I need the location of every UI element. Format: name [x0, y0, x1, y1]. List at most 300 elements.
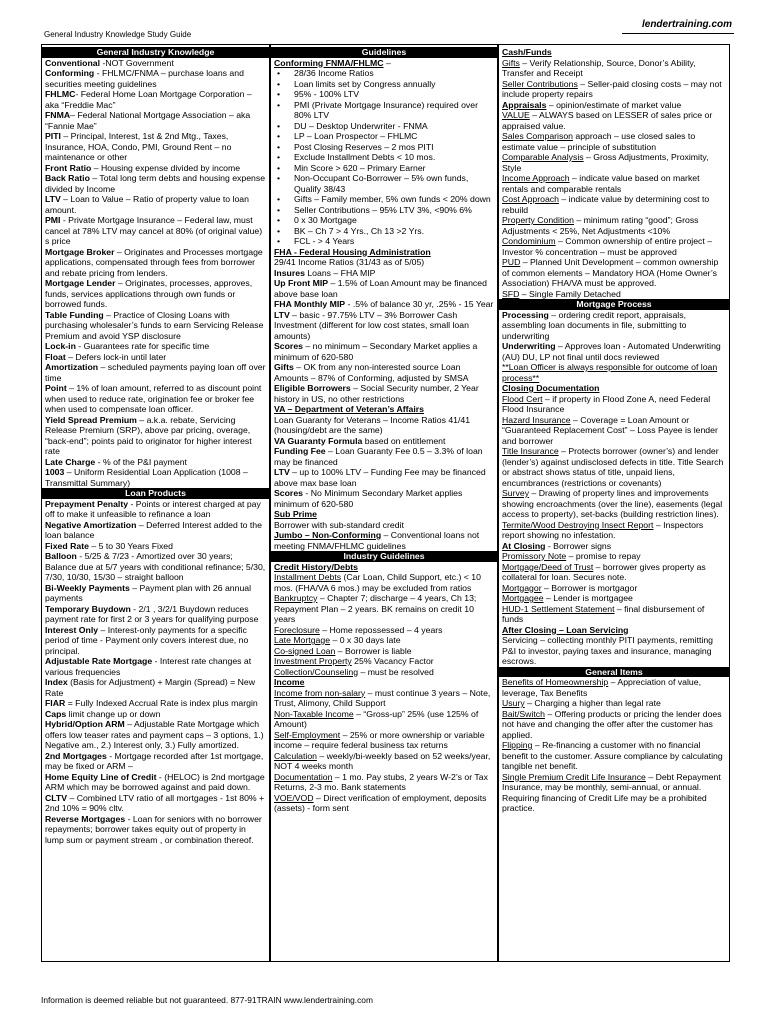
entry-term: Condominium — [502, 236, 556, 246]
entry-term: Conforming — [45, 68, 95, 78]
va-list — [274, 415, 494, 510]
entry-term: Bankruptcy — [274, 593, 318, 603]
entry-item — [45, 247, 266, 279]
entry-term: Fixed Rate — [45, 540, 89, 551]
entry-text: – Payment plan with 26 annual payments — [45, 582, 252, 603]
entry-text: based on entitlement — [362, 435, 446, 446]
entry-term: Comparable Analysis — [502, 152, 584, 162]
entry-text: - Guarantees rate for specific time — [75, 341, 210, 351]
entry-item — [45, 68, 266, 89]
entry-text: – OK from any non-interested source Loan Amounts – 87% of Conforming, adjusted by SMSA — [274, 362, 469, 383]
cash-funds-heading: Cash/Funds — [502, 47, 552, 57]
entry-item — [45, 520, 266, 541]
section-header-general-knowledge: General Industry Knowledge — [42, 47, 269, 58]
entry-term: Eligible Borrowers — [274, 383, 351, 393]
entry-term: Underwriting — [502, 341, 556, 351]
entry-text: – Total long term debts and housing expense divided by Income — [45, 173, 266, 194]
general-terms-list — [45, 58, 266, 489]
entry-text: Loan Guaranty for Veterans – Income Ratios 41/41 (housing/debt are the same) — [274, 414, 471, 435]
entry-text: – must be resolved — [358, 666, 434, 677]
entry-text: – 0 x 30 days late — [330, 635, 401, 645]
entry-item — [502, 257, 726, 289]
entry-term: Flipping — [502, 740, 533, 750]
section-header-industry-guidelines: Industry Guidelines — [271, 551, 497, 562]
entry-text: - No Minimum Secondary Market applies minimum of 620-580 — [274, 488, 463, 509]
entry-item — [502, 593, 726, 604]
entry-item — [502, 488, 726, 520]
entry-text: – Appreciation of value, leverage, Tax Benefits — [502, 677, 701, 698]
entry-text: – Defers lock-in until later — [65, 351, 167, 362]
entry-text: – Seller-paid closing costs – may not include property repairs — [502, 78, 722, 99]
entry-item — [502, 740, 726, 772]
entry-item — [45, 310, 266, 342]
entry-text: - Private Mortgage Insurance – Federal law, must cancel at 78% LTV may cancel at 80% (of original value) s price — [45, 215, 263, 246]
entry-term: SFD — [502, 288, 520, 299]
entry-text: – weekly/bi-weekly based on 52 weeks/year, NOT 4 weeks month — [274, 750, 491, 771]
entry-item — [45, 772, 266, 793]
entry-item — [502, 394, 726, 415]
entry-text: – no minimum – Secondary Market applies a minimum of 620-580 — [274, 341, 478, 362]
entry-term: Gifts — [274, 362, 294, 372]
entry-term: Co-signed Loan — [274, 645, 336, 656]
entry-term: Non-Taxable Income — [274, 708, 354, 719]
entry-term: Cost Approach — [502, 194, 559, 204]
income-heading: Income — [274, 677, 305, 687]
entry-item — [274, 709, 494, 730]
va-heading: VA – Department of Veteran’s Affairs — [274, 404, 424, 414]
entry-term: Float — [45, 351, 66, 362]
entry-term: Scores — [274, 341, 303, 351]
entry-text: approach – use closed sales to estimate value – principle of substitution — [502, 131, 696, 152]
entry-term: Mortgage Broker — [45, 246, 115, 257]
entry-item — [45, 415, 266, 457]
entry-term: Gifts — [502, 57, 520, 68]
entry-text: limit change up or down — [66, 708, 161, 719]
entry-item — [274, 646, 494, 657]
entry-item — [502, 341, 726, 362]
entry-term: FHA Monthly MIP — [274, 299, 346, 309]
entry-text: - % of the P&I payment — [95, 456, 187, 467]
document-title: General Industry Knowledge Study Guide — [44, 30, 192, 39]
column-cash-process — [498, 44, 730, 962]
entry-item — [274, 751, 494, 772]
credit-history-list — [274, 572, 494, 677]
entry-text: – basic - 97.75% LTV – 3% Borrower Cash Investment (different for low cost states, small loan amounts) — [274, 309, 469, 341]
entry-text: – ALWAYS based on LESSER of sales price or appraised value. — [502, 110, 713, 131]
entry-text: – Practice of Closing Loans with purchasing wholesaler’s funds to earn Servicing Release Premium and avoid YSP disclosure — [45, 309, 264, 341]
entry-term: Front Ratio — [45, 162, 92, 173]
entry-term: FNMA — [45, 110, 71, 120]
entry-item — [274, 488, 494, 509]
entry-term: Mortgage Lender — [45, 278, 116, 288]
entry-term: Calculation — [274, 750, 317, 761]
entry-term: Mortgagee — [502, 593, 544, 603]
entry-text: – Interest-only payments for a specific period of time - Payment only covers interest due, no principal. — [45, 624, 249, 656]
entry-term: Survey — [502, 488, 530, 498]
entry-item — [274, 667, 494, 678]
entry-item — [45, 89, 266, 110]
subprime-text: Borrower with sub-standard credit — [274, 519, 404, 530]
entry-item — [45, 163, 266, 174]
bullet-item: • FCL - > 4 Years — [274, 236, 494, 247]
entry-term: Lock-in — [45, 341, 76, 351]
entry-item — [45, 541, 266, 552]
brand-logo: lendertraining.com — [641, 19, 732, 30]
entry-item — [274, 793, 494, 814]
entry-text: – Housing expense divided by income — [91, 162, 241, 173]
entry-term: Conventional — [45, 57, 101, 68]
appraisal-list — [502, 110, 726, 299]
entry-term: Income from non-salary — [274, 687, 366, 698]
entry-term: Mortgagor — [502, 582, 542, 593]
entry-term: Documentation — [274, 771, 333, 782]
entry-term: Amortization — [45, 362, 99, 372]
bullet-item: • 95% - 100% LTV — [274, 89, 494, 100]
entry-item — [274, 278, 494, 299]
bullet-item: • DU – Desktop Underwriter - FNMA — [274, 121, 494, 132]
entry-text: – Common ownership of entire project – Investor % concentration – must be approved — [502, 236, 713, 257]
entry-text: – Home repossessed – 4 years — [319, 624, 443, 635]
entry-term: 2nd Mortgages — [45, 750, 107, 761]
entry-term: VA Guaranty Formula — [274, 435, 363, 446]
entry-item — [45, 173, 266, 194]
entry-item — [45, 814, 266, 846]
entry-item — [502, 131, 726, 152]
entry-term: Title Insurance — [502, 446, 559, 456]
entry-item — [45, 719, 266, 751]
entry-term: Caps — [45, 708, 67, 719]
credit-history-heading: Credit History/Debts — [274, 561, 358, 572]
entry-item — [45, 110, 266, 131]
entry-text: – must continue 3 years – Note, Trust, Alimony, Child Support — [274, 687, 491, 708]
entry-term: FHLMC — [45, 89, 76, 99]
entry-item — [502, 698, 726, 709]
entry-term: Investment Property — [274, 656, 352, 666]
entry-term: Interest Only — [45, 624, 99, 635]
entry-text: – Loan Guaranty Fee 0.5 – 3.3% of loan may be financed — [274, 446, 483, 467]
entry-item — [45, 131, 266, 163]
entry-text: – Adjustable Rate Mortgage which offers low teaser rates and payment caps – 3 options, 1.) Negative am., 2.) Interest only, 3.) Fully amortized. — [45, 719, 264, 750]
entry-text: - 2/1 , 3/2/1 Buydown reduces payment rate for first 2 or 3 years for qualifying purpose — [45, 603, 259, 624]
bullet-item: • BK – Ch 7 > 4 Yrs., Ch 13 >2 Yrs. — [274, 226, 494, 237]
entry-term: Balloon — [45, 551, 77, 561]
entry-term: LTV — [45, 194, 61, 204]
entry-item — [274, 730, 494, 751]
entry-term: Bi-Weekly Payments — [45, 582, 130, 593]
entry-text: – Offering products or pricing the lender does not have and changing the offer after the customer has applied. — [502, 708, 722, 740]
entry-term: Late Charge — [45, 456, 96, 467]
entry-text: -NOT Government — [100, 57, 174, 68]
entry-text: – 25% or more ownership or variable income – require federal business tax returns — [274, 729, 485, 750]
entry-text: – Debt Repayment Insurance, may be monthly, semi-annual, or annual. Requiring financing of Credit Life may be a prohibited practice. — [502, 771, 721, 813]
bullet-item: • Post Closing Reserves – 2 mos PITI — [274, 142, 494, 153]
entry-item — [274, 572, 494, 593]
entry-term: 1003 — [45, 467, 65, 477]
entry-item — [502, 152, 726, 173]
entry-term: Yield Spread Premium — [45, 414, 137, 425]
entry-item — [45, 793, 266, 814]
entry-item — [45, 751, 266, 772]
entry-term: Benefits of Homeownership — [502, 677, 609, 687]
entry-text: – Principal, Interest, 1st & 2nd Mtg., Taxes, Insurance, HOA, Condo, PMI, Ground Rent – no maintenance or other — [45, 131, 232, 162]
entry-text: – 1.5% of Loan Amount may be financed above base loan — [274, 278, 487, 299]
entry-text: – ordering credit report, appraisals, assembling loan documents in file, submitting to underwriting — [502, 309, 687, 341]
entry-item — [274, 635, 494, 646]
entry-term: Index — [45, 677, 68, 687]
entry-item — [274, 362, 494, 383]
entry-item — [45, 278, 266, 310]
entry-text: – Planned Unit Development – common ownership of common elements – Mandatory HOA (Home Owner’s Association) FHA/VA must be approved. — [502, 257, 719, 288]
entry-item — [502, 79, 726, 100]
entry-item — [274, 436, 494, 447]
entry-item — [502, 677, 726, 698]
entry-item — [45, 625, 266, 657]
entry-term: Point — [45, 383, 67, 393]
section-header-guidelines: Guidelines — [271, 47, 497, 58]
entry-item — [45, 656, 266, 677]
entry-text: – Originates and Processes mortgage applications, compensated through fees from borrower and rebate pricing from lenders. — [45, 246, 263, 278]
entry-item — [274, 772, 494, 793]
entry-item — [502, 709, 726, 741]
footer-disclaimer: Information is deemed reliable but not guaranteed. 877-91TRAIN www.lendertraining.com — [41, 995, 373, 1005]
entry-term: Foreclosure — [274, 624, 320, 635]
entry-item — [45, 215, 266, 247]
entry-term: Termite/Wood Destroying Insect Report — [502, 519, 654, 530]
entry-term: Mortgage/Deed of Trust — [502, 561, 594, 572]
entry-text: – indicate value by determining cost to rebuild — [502, 194, 710, 215]
bullet-item: • Gifts – Family member, 5% own funds < 20% down — [274, 194, 494, 205]
bullet-item: • 28/36 Income Ratios — [274, 68, 494, 79]
closing-documentation-list — [502, 394, 726, 541]
entry-term: FIAR — [45, 698, 66, 708]
entry-text: – Loan to Value – Ratio of property value to loan amount. — [45, 194, 249, 215]
entry-text: – 5 to 30 Years Fixed — [88, 540, 173, 551]
bullet-item: • PMI (Private Mortgage Insurance) required over 80% LTV — [274, 100, 494, 121]
entry-item — [45, 709, 266, 720]
entry-item — [45, 194, 266, 215]
entry-text: – Combined LTV ratio of all mortgages - 1st 80% + 2nd 10% = 90% cltv. — [45, 792, 265, 813]
conforming-bullet-list — [274, 68, 494, 247]
entry-item — [274, 467, 494, 488]
bullet-item: • LP – Loan Prospector – FHLMC — [274, 131, 494, 142]
entry-text: – Uniform Residential Loan Application (1008 – Transmittal Summary) — [45, 467, 248, 488]
entry-text: – Single Family Detached — [519, 288, 621, 299]
after-closing-heading: After Closing – Loan Servicing — [502, 624, 629, 635]
entry-item — [502, 562, 726, 583]
section-header-mortgage-process: Mortgage Process — [499, 299, 729, 310]
entry-term: Hybrid/Option ARM — [45, 719, 125, 729]
entry-term: PUD — [502, 257, 521, 267]
entry-text: - Points or interest charged at pay off to make it unfeasible to refinance a loan — [45, 498, 261, 519]
entry-item — [502, 520, 726, 541]
entry-term: Sales Comparison — [502, 131, 573, 141]
entry-item — [274, 268, 494, 279]
entry-item — [274, 625, 494, 636]
entry-term: Prepayment Penalty — [45, 498, 129, 509]
loan-officer-note: **Loan Officer is always responsible for outcome of loan process** — [502, 362, 718, 383]
entry-term: Installment Debts — [274, 572, 342, 582]
entry-text: – Inspectors report showing no infestation. — [502, 519, 704, 540]
entry-text: – indicate value based on market rentals and comparable rentals — [502, 173, 700, 194]
loan-products-list — [45, 499, 266, 846]
entry-item — [45, 677, 266, 698]
entry-item — [502, 583, 726, 594]
entry-term: Home Equity Line of Credit — [45, 771, 157, 782]
cash-funds-list — [502, 58, 726, 100]
entry-term: Reverse Mortgages — [45, 813, 126, 824]
entry-text: – up to 100% LTV – Funding Fee may be financed above max base loan — [274, 467, 486, 488]
entry-term: LTV — [274, 467, 290, 477]
entry-text: – Approves loan - Automated Underwriting (AU) DU, LP not final until docs reviewed — [502, 341, 721, 362]
entry-term: VALUE — [502, 110, 530, 120]
entry-item — [502, 604, 726, 625]
entry-text: – Protects borrower (owner’s) and lender (lender’s) against undisclosed defects in title. Title Search or abstract shows status of title, unpaid liens, encumbrances (restrictions or covenants) — [502, 446, 724, 488]
entry-text: – “Gross-up” 25% (use 125% of Amount) — [274, 708, 479, 729]
entry-text: - Federal Home Loan Mortgage Corporation – aka “Freddie Mac” — [45, 89, 252, 110]
fha-heading: FHA - Federal Housing Administration — [274, 246, 431, 257]
entry-text: = Fully Indexed Accrual Rate is index plus margin — [65, 698, 258, 708]
bullet-item: • Non-Occupant Co-Borrower – 5% own funds, Qualify 38/43 — [274, 173, 494, 194]
entry-term: Up Front MIP — [274, 278, 329, 288]
entry-term: Bait/Switch — [502, 708, 545, 719]
entry-term: Processing — [502, 309, 549, 320]
jumbo-entry: Jumbo – Non-Conforming – Conventional loans not meeting FNMA/FHLMC guidelines — [274, 530, 480, 551]
entry-term: Promissory Note — [502, 551, 567, 561]
bullet-item: • Min Score > 620 – Primary Earner — [274, 163, 494, 174]
entry-item — [45, 383, 266, 415]
general-items-list — [502, 677, 726, 814]
fha-list — [274, 257, 494, 404]
entry-item — [274, 688, 494, 709]
entry-text: – Federal National Mortgage Association – aka “Fannie Mae” — [45, 110, 251, 131]
entry-item — [45, 551, 266, 583]
at-closing-list — [502, 551, 726, 625]
entry-text: – promise to repay — [566, 551, 641, 561]
entry-term: Collection/Counseling — [274, 666, 359, 677]
entry-item — [45, 341, 266, 352]
entry-term: VOE/VOD — [274, 792, 314, 803]
entry-text: – scheduled payments paying loan off over time — [45, 362, 266, 383]
entry-item — [45, 352, 266, 363]
entry-item — [274, 656, 494, 667]
entry-text: – final disbursement of funds — [502, 603, 705, 624]
entry-term: Flood Cert — [502, 393, 543, 404]
entry-term: LTV — [274, 309, 290, 320]
entry-item — [502, 310, 726, 342]
mortgage-process-list — [502, 310, 726, 363]
entry-term: Funding Fee — [274, 446, 326, 456]
section-header-loan-products: Loan Products — [42, 488, 269, 499]
entry-text: – Re-financing a customer with no financial benefit to the customer. Assure compliance by calculating tangible net benefit. — [502, 740, 723, 771]
entry-item — [274, 299, 494, 310]
bullet-item: • Loan limits set by Congress annually — [274, 79, 494, 90]
entry-item — [45, 604, 266, 625]
entry-term: Back Ratio — [45, 173, 90, 183]
entry-item — [502, 289, 726, 300]
entry-item — [274, 446, 494, 467]
entry-term: Self-Employment — [274, 729, 341, 740]
entry-text: - 5/25 & 7/23 - Amortized over 30 years; Balance due at 5/7 years with conditional refinance; 5/30, 7/30, 10/30, 15/30 – straight balloon — [45, 551, 266, 582]
column-guidelines — [270, 44, 498, 962]
entry-term: Table Funding — [45, 309, 104, 320]
entry-term: HUD-1 Settlement Statement — [502, 603, 615, 614]
brand-underline — [622, 33, 734, 34]
entry-text: – Borrower is mortgagor — [541, 582, 638, 593]
after-closing-text: Servicing – collecting monthly PITI payments, remitting P&I to investor, paying taxes and insurance, managing escrows. — [502, 635, 713, 666]
bullet-item: • Exclude Installment Debts < 10 mos. — [274, 152, 494, 163]
entry-item — [502, 551, 726, 562]
entry-term: Late Mortgage — [274, 635, 331, 645]
bullet-item: • 0 x 30 Mortgage — [274, 215, 494, 226]
entry-text: – a.k.a. rebate, Servicing Release Premium (SRP), above par pricing, overage, “back-end”; points paid to originator for higher interest rate — [45, 414, 252, 456]
entry-term: PITI — [45, 131, 61, 141]
subprime-heading: Sub Prime — [274, 509, 317, 519]
entry-item — [45, 583, 266, 604]
entry-term: Hazard Insurance — [502, 414, 571, 425]
entry-text: – Direct verification of employment, deposits (assets) - form sent — [274, 792, 487, 813]
entry-term: Seller Contributions — [502, 78, 578, 89]
appraisals-entry: Appraisals – opinion/estimate of market value — [502, 99, 682, 110]
entry-text: – Drawing of property lines and improvements showing encroachments (over the line), easements (legal access to property), set-backs (building restriction lines). — [502, 488, 723, 519]
entry-term: Temporary Buydown — [45, 603, 131, 614]
entry-item — [502, 415, 726, 447]
entry-term: Scores — [274, 488, 303, 498]
entry-term: Usury — [502, 698, 525, 708]
entry-item — [502, 110, 726, 131]
entry-item — [274, 310, 494, 342]
entry-text: - Interest rate changes at various frequencies — [45, 656, 252, 677]
entry-item — [274, 383, 494, 404]
entry-item — [45, 467, 266, 488]
entry-item — [502, 236, 726, 257]
entry-text: – if property in Flood Zone A, need Federal Flood Insurance — [502, 393, 711, 414]
entry-item — [45, 457, 266, 468]
entry-term: Single Premium Credit Life Insurance — [502, 771, 646, 782]
entry-text: (Car Loan, Child Support, etc.) < 10 mos. (FHA/VA 6 mos.) may be excluded from ratios — [274, 572, 481, 593]
entry-item — [502, 58, 726, 79]
entry-item — [502, 173, 726, 194]
entry-text: – minimum rating “good”; Gross Adjustments < 25%, Net Adjustments <10% — [502, 215, 699, 236]
conforming-heading: Conforming FNMA/FHLMC – — [274, 57, 391, 68]
entry-term: Income Approach — [502, 173, 570, 183]
entry-item — [502, 446, 726, 488]
entry-text: 29/41 Income Ratios (31/43 as of 5/05) — [274, 257, 425, 267]
entry-item — [502, 772, 726, 814]
entry-text: - FHLMC/FNMA – purchase loans and securities meeting guidelines — [45, 68, 244, 89]
entry-text: – Coverage = Loan Amount or “Guaranteed Replacement Cost” – Loss Payee is lender and borrower — [502, 414, 718, 446]
entry-text: Loans – FHA MIP — [304, 267, 376, 278]
entry-text: – 1% of loan amount, referred to as discount point when used to reduce rate, origination fee or broker fee when used to compensate loan officer. — [45, 383, 262, 414]
entry-text: – Gross Adjustments, Proximity, Style — [502, 152, 709, 173]
entry-term: Insures — [274, 267, 305, 278]
entry-text: 25% Vacancy Factor — [351, 656, 434, 666]
entry-item — [45, 698, 266, 709]
entry-text: – Verify Relationship, Source, Donor’s Ability, Transfer and Receipt — [502, 57, 696, 78]
entry-text: (Basis for Adjustment) + Margin (Spread) = New Rate — [45, 677, 256, 698]
entry-item — [502, 194, 726, 215]
entry-text: – Charging a higher than legal rate — [524, 698, 661, 708]
entry-term: CLTV — [45, 792, 68, 803]
closing-documentation-heading: Closing Documentation — [502, 383, 600, 393]
entry-text: – Lender is mortgagee — [543, 593, 633, 603]
entry-item — [45, 58, 266, 69]
entry-item — [45, 362, 266, 383]
entry-text: - Mortgage recorded after 1st mortgage, may be fixed or ARM – — [45, 750, 264, 771]
entry-text: – borrower gives property as collateral for loan. Secures note. — [502, 561, 706, 582]
entry-term: Property Condition — [502, 215, 574, 225]
section-header-general-items: General Items — [499, 667, 729, 678]
entry-item — [274, 593, 494, 625]
